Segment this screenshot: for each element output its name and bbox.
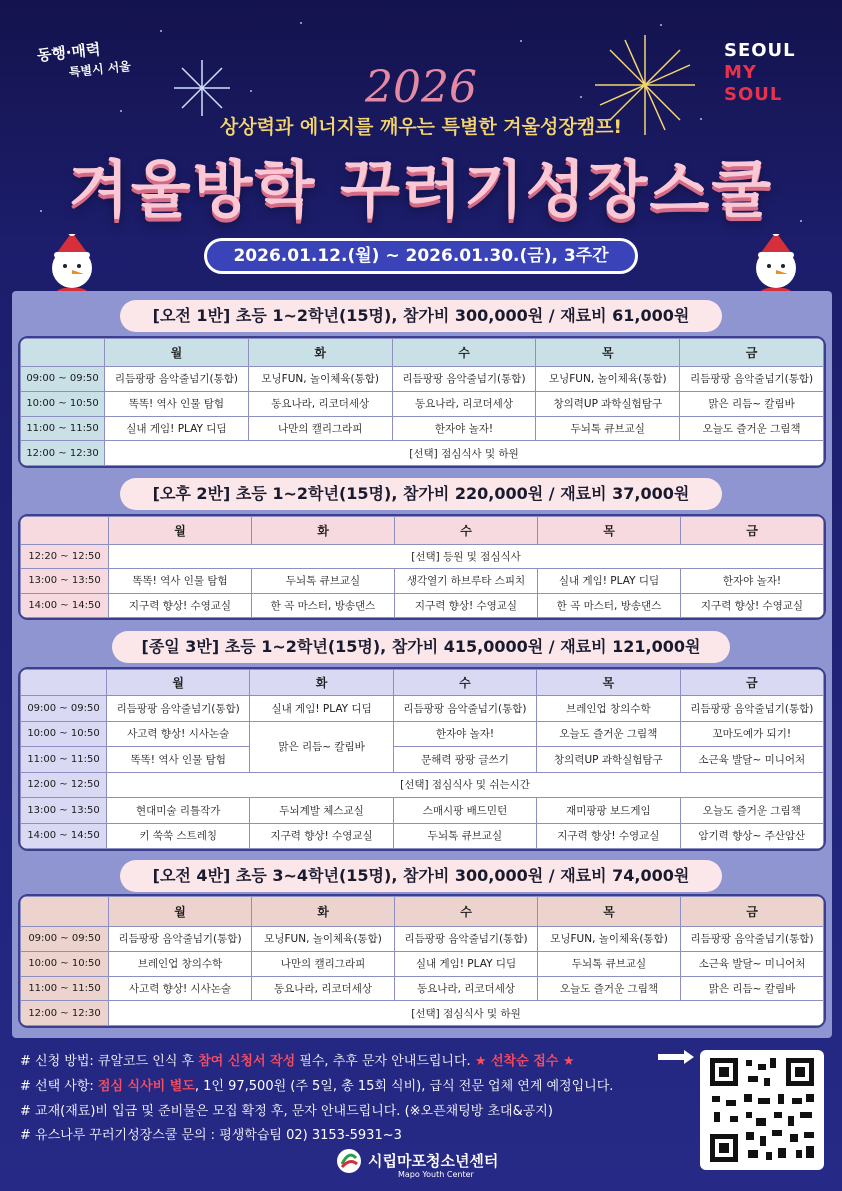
class-cell: 두뇌톡 큐브교실 bbox=[393, 823, 536, 849]
time-cell: 12:00 ~ 12:30 bbox=[21, 1001, 109, 1026]
class-cell: 지구력 향상! 수영교실 bbox=[250, 823, 393, 849]
class-cell: 동요나라, 리코더세상 bbox=[252, 976, 395, 1001]
class-cell: 브레인업 창의수학 bbox=[109, 951, 252, 976]
day-header: 월 bbox=[107, 670, 250, 696]
class-cell: 소근육 발달~ 미니어처 bbox=[681, 951, 824, 976]
class-cell: 맑은 리듬~ 칼림바 bbox=[680, 391, 824, 416]
table-row bbox=[21, 798, 824, 824]
day-header: 목 bbox=[538, 897, 681, 927]
class-cell: 리듬팡팡 음악줄넘기(통합) bbox=[680, 367, 824, 392]
table-row bbox=[21, 927, 824, 952]
time-cell: 09:00 ~ 09:50 bbox=[21, 927, 109, 952]
section-3-table bbox=[18, 667, 826, 851]
class-cell: 리듬팡팡 음악줄넘기(통합) bbox=[107, 696, 250, 722]
class-cell: 오늘도 즐거운 그림책 bbox=[538, 976, 681, 1001]
seoul-slogan-logo: 동행·매력 특별시 서울 bbox=[36, 40, 132, 80]
day-header: 수 bbox=[392, 339, 536, 367]
day-header: 금 bbox=[681, 517, 824, 545]
table-row bbox=[21, 696, 824, 722]
table-row bbox=[21, 976, 824, 1001]
day-header: 화 bbox=[248, 339, 392, 367]
qr-code[interactable] bbox=[700, 1050, 824, 1170]
arrow-right-icon bbox=[658, 1050, 694, 1064]
info-materials: # 교재(재료)비 입금 및 준비물은 모집 확정 후, 문자 안내드립니다. (※오픈채팅방 초대&공지) bbox=[20, 1104, 553, 1119]
class-cell: 브레인업 창의수학 bbox=[537, 696, 680, 722]
class-cell: 암기력 향상~ 주산암산 bbox=[680, 823, 823, 849]
class-cell: 한자야 놀자! bbox=[681, 569, 824, 593]
time-cell: 12:00 ~ 12:30 bbox=[21, 441, 105, 466]
class-cell: 모닝FUN, 놀이체육(통합) bbox=[248, 367, 392, 392]
info-contact: # 유스나루 꾸러기성장스쿨 문의 : 평생학습팀 02) 3153-5931~3 bbox=[20, 1128, 402, 1143]
class-cell: 리듬팡팡 음악줄넘기(통합) bbox=[681, 927, 824, 952]
class-cell: 오늘도 즐거운 그림책 bbox=[680, 798, 823, 824]
table-row bbox=[21, 1001, 824, 1026]
class-cell: 오늘도 즐거운 그림책 bbox=[537, 721, 680, 747]
time-cell: 11:00 ~ 11:50 bbox=[21, 416, 105, 441]
class-cell: 지구력 향상! 수영교실 bbox=[395, 593, 538, 617]
class-cell: 생각열기 하브루타 스피치 bbox=[395, 569, 538, 593]
class-cell: 똑똑! 역사 인물 탐험 bbox=[105, 391, 249, 416]
class-cell: 지구력 향상! 수영교실 bbox=[109, 593, 252, 617]
time-cell: 09:00 ~ 09:50 bbox=[21, 696, 107, 722]
class-cell: 꼬마도예가 되기! bbox=[680, 721, 823, 747]
class-cell: 오늘도 즐거운 그림책 bbox=[680, 416, 824, 441]
time-cell: 10:00 ~ 10:50 bbox=[21, 391, 105, 416]
table-row bbox=[21, 593, 824, 617]
class-cell: 모닝FUN, 놀이체육(통합) bbox=[538, 927, 681, 952]
day-header: 수 bbox=[395, 897, 538, 927]
class-cell: 모닝FUN, 놀이체육(통합) bbox=[252, 927, 395, 952]
corner-cell bbox=[21, 339, 105, 367]
class-cell: 한자야 놀자! bbox=[392, 416, 536, 441]
day-header: 월 bbox=[109, 517, 252, 545]
center-name: 시립마포청소년센터 bbox=[368, 1152, 499, 1170]
time-cell: 14:00 ~ 14:50 bbox=[21, 593, 109, 617]
class-cell: 실내 게임! PLAY 디딤 bbox=[250, 696, 393, 722]
page-title: 겨울방학 꾸러기성장스쿨 bbox=[68, 153, 774, 226]
time-cell: 12:20 ~ 12:50 bbox=[21, 545, 109, 569]
info-optional: # 선택 사항: 점심 식사비 별도, 1인 97,500원 (주 5일, 총 15회 식비), 급식 전문 업체 연계 예정입니다. bbox=[20, 1079, 614, 1094]
day-header: 화 bbox=[252, 517, 395, 545]
class-cell: 리듬팡팡 음악줄넘기(통합) bbox=[393, 696, 536, 722]
day-header: 금 bbox=[681, 897, 824, 927]
subtitle: 상상력과 에너지를 깨우는 특별한 겨울성장캠프! bbox=[219, 116, 623, 138]
time-cell: 09:00 ~ 09:50 bbox=[21, 367, 105, 392]
year-heading: 2026 bbox=[365, 62, 477, 113]
class-cell: 리듬팡팡 음악줄넘기(통합) bbox=[392, 367, 536, 392]
class-cell: 창의력UP 과학실험탐구 bbox=[537, 747, 680, 773]
day-header: 월 bbox=[105, 339, 249, 367]
class-cell: 리듬팡팡 음악줄넘기(통합) bbox=[395, 927, 538, 952]
seoul-my-soul-logo: SEOUL MY SOUL bbox=[724, 40, 796, 105]
class-cell: 나만의 캘리그라피 bbox=[252, 951, 395, 976]
section-2-table bbox=[18, 514, 826, 620]
class-cell: 맑은 리듬~ 칼림바 bbox=[250, 721, 393, 772]
table-row bbox=[21, 951, 824, 976]
class-cell: 지구력 향상! 수영교실 bbox=[537, 823, 680, 849]
table-row bbox=[21, 721, 824, 747]
class-cell: 사고력 향상! 시사논술 bbox=[107, 721, 250, 747]
time-cell: 14:00 ~ 14:50 bbox=[21, 823, 107, 849]
time-cell: 11:00 ~ 11:50 bbox=[21, 747, 107, 773]
time-cell: 13:00 ~ 13:50 bbox=[21, 798, 107, 824]
corner-cell bbox=[21, 897, 109, 927]
date-range-badge: 2026.01.12.(월) ~ 2026.01.30.(금), 3주간 bbox=[204, 238, 638, 274]
class-cell: 키 쑥쑥 스트레칭 bbox=[107, 823, 250, 849]
class-cell: 스매시팡 배드민턴 bbox=[393, 798, 536, 824]
table-row bbox=[21, 391, 824, 416]
class-cell: 두뇌톡 큐브교실 bbox=[538, 951, 681, 976]
table-row bbox=[21, 416, 824, 441]
class-cell: 소근육 발달~ 미니어처 bbox=[680, 747, 823, 773]
corner-cell bbox=[21, 517, 109, 545]
time-cell: 10:00 ~ 10:50 bbox=[21, 721, 107, 747]
class-cell: 리듬팡팡 음악줄넘기(통합) bbox=[105, 367, 249, 392]
class-cell: 한 곡 마스터, 방송댄스 bbox=[538, 593, 681, 617]
corner-cell bbox=[21, 670, 107, 696]
class-cell: 실내 게임! PLAY 디딤 bbox=[105, 416, 249, 441]
class-cell: 두뇌계발 체스교실 bbox=[250, 798, 393, 824]
merged-cell: [선택] 등원 및 점심식사 bbox=[109, 545, 824, 569]
day-header: 금 bbox=[680, 339, 824, 367]
day-header: 화 bbox=[252, 897, 395, 927]
table-row bbox=[21, 441, 824, 466]
day-header: 수 bbox=[393, 670, 536, 696]
class-cell: 모닝FUN, 놀이체육(통합) bbox=[536, 367, 680, 392]
class-cell: 재미팡팡 보드게임 bbox=[537, 798, 680, 824]
section-4-table bbox=[18, 894, 826, 1028]
class-cell: 한 곡 마스터, 방송댄스 bbox=[252, 593, 395, 617]
merged-cell: [선택] 점심식사 및 하원 bbox=[105, 441, 824, 466]
mapo-youth-center-logo-icon bbox=[336, 1148, 362, 1174]
time-cell: 13:00 ~ 13:50 bbox=[21, 569, 109, 593]
class-cell: 리듬팡팡 음악줄넘기(통합) bbox=[680, 696, 823, 722]
class-cell: 문해력 팡팡 글쓰기 bbox=[393, 747, 536, 773]
class-cell: 사고력 향상! 시사논술 bbox=[109, 976, 252, 1001]
merged-cell: [선택] 점심식사 및 쉬는시간 bbox=[107, 772, 824, 798]
day-header: 화 bbox=[250, 670, 393, 696]
info-apply-method: # 신청 방법: 큐알코드 인식 후 참여 신청서 작성 필수, 추후 문자 안내드립니다. ★ 선착순 접수 ★ bbox=[20, 1054, 575, 1069]
day-header: 금 bbox=[680, 670, 823, 696]
class-cell: 한자야 놀자! bbox=[393, 721, 536, 747]
time-cell: 11:00 ~ 11:50 bbox=[21, 976, 109, 1001]
center-sub: Mapo Youth Center bbox=[398, 1170, 474, 1179]
qr-code-icon bbox=[700, 1050, 824, 1170]
table-row bbox=[21, 367, 824, 392]
day-header: 목 bbox=[537, 670, 680, 696]
class-cell: 동요나라, 리코더세상 bbox=[395, 976, 538, 1001]
table-row bbox=[21, 747, 824, 773]
day-header: 목 bbox=[538, 517, 681, 545]
class-cell: 똑똑! 역사 인물 탐험 bbox=[109, 569, 252, 593]
table-row bbox=[21, 823, 824, 849]
day-header: 목 bbox=[536, 339, 680, 367]
class-cell: 실내 게임! PLAY 디딤 bbox=[395, 951, 538, 976]
class-cell: 지구력 향상! 수영교실 bbox=[681, 593, 824, 617]
day-header: 월 bbox=[109, 897, 252, 927]
section-4-title: [오전 4반] 초등 3~4학년(15명), 참가비 300,000원 / 재료비 74,000원 bbox=[120, 860, 722, 892]
class-cell: 리듬팡팡 음악줄넘기(통합) bbox=[109, 927, 252, 952]
section-1-title: [오전 1반] 초등 1~2학년(15명), 참가비 300,000원 / 재료비 61,000원 bbox=[120, 300, 722, 332]
day-header: 수 bbox=[395, 517, 538, 545]
class-cell: 현대미술 리틀작가 bbox=[107, 798, 250, 824]
class-cell: 나만의 캘리그라피 bbox=[248, 416, 392, 441]
section-3-title: [종일 3반] 초등 1~2학년(15명), 참가비 415,0000원 / 재료비 121,000원 bbox=[112, 631, 730, 663]
class-cell: 창의력UP 과학실험탐구 bbox=[536, 391, 680, 416]
class-cell: 맑은 리듬~ 칼림바 bbox=[681, 976, 824, 1001]
class-cell: 두뇌톡 큐브교실 bbox=[536, 416, 680, 441]
class-cell: 똑똑! 역사 인물 탐험 bbox=[107, 747, 250, 773]
section-1-table bbox=[18, 336, 826, 468]
class-cell: 동요나라, 리코더세상 bbox=[248, 391, 392, 416]
time-cell: 10:00 ~ 10:50 bbox=[21, 951, 109, 976]
table-row bbox=[21, 772, 824, 798]
class-cell: 실내 게임! PLAY 디딤 bbox=[538, 569, 681, 593]
time-cell: 12:00 ~ 12:50 bbox=[21, 772, 107, 798]
merged-cell: [선택] 점심식사 및 하원 bbox=[109, 1001, 824, 1026]
table-row bbox=[21, 545, 824, 569]
section-2-title: [오후 2반] 초등 1~2학년(15명), 참가비 220,000원 / 재료비 37,000원 bbox=[120, 478, 722, 510]
class-cell: 동요나라, 리코더세상 bbox=[392, 391, 536, 416]
class-cell: 두뇌톡 큐브교실 bbox=[252, 569, 395, 593]
table-row bbox=[21, 569, 824, 593]
